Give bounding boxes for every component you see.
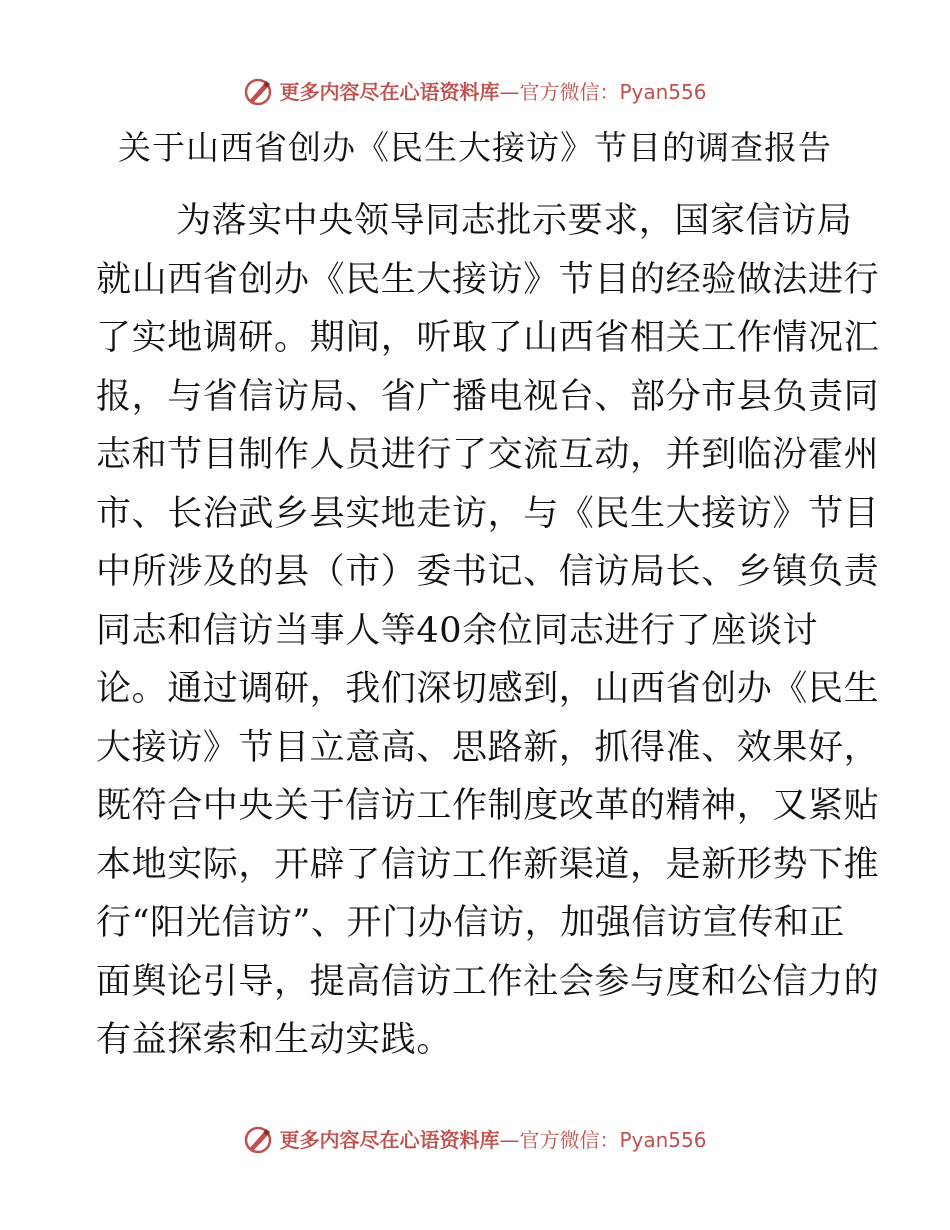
pen-logo-icon	[243, 1125, 273, 1155]
paragraph-line: 中所涉及的县（市）委书记、信访局长、乡镇负责	[96, 552, 880, 592]
paragraph-line: 大接访》节目立意高、思路新，抓得准、效果好，	[96, 727, 880, 768]
watermark-text	[279, 82, 706, 102]
watermark-contact: —官方微信：Pyan556	[499, 80, 707, 104]
paragraph-line: 既符合中央关于信访工作制度改革的精神，又紧贴	[96, 786, 880, 826]
paragraph-line: 志和节目制作人员进行了交流互动，并到临汾霍州	[96, 435, 880, 475]
watermark-contact: —官方微信：Pyan556	[499, 1128, 707, 1152]
paragraph-line: 论。通过调研，我们深切感到，山西省创办《民生	[96, 669, 880, 709]
paragraph-line: 面舆论引导，提高信访工作社会参与度和公信力的	[96, 961, 880, 1002]
header-watermark	[0, 72, 950, 112]
paragraph-line: 为落实中央领导同志批示要求，国家信访局	[176, 201, 853, 241]
document-title: 关于山西省创办《民生大接访》节目的调查报告	[118, 128, 832, 167]
paragraph-line: 市、长治武乡县实地走访，与《民生大接访》节目	[96, 493, 880, 534]
paragraph-line: 行“阳光信访”、开门办信访，加强信访宣传和正	[96, 903, 845, 943]
paragraph-line: 就山西省创办《民生大接访》节目的经验做法进行	[96, 259, 880, 300]
paragraph-line: 本地实际，开辟了信访工作新渠道，是新形势下推	[96, 844, 880, 885]
footer-watermark	[0, 1120, 950, 1160]
watermark-text	[279, 1130, 706, 1150]
paragraph-line: 了实地调研。期间，听取了山西省相关工作情况汇	[96, 318, 880, 358]
watermark-site: 更多内容尽在心语资料库	[279, 80, 500, 104]
paragraph-line: 报，与省信访局、省广播电视台、部分市县负责同	[96, 376, 880, 417]
paragraph-line: 同志和信访当事人等40余位同志进行了座谈讨	[96, 610, 819, 651]
paragraph-line: 有益探索和生动实践。	[96, 1020, 453, 1060]
pen-logo-icon	[243, 77, 273, 107]
watermark-site: 更多内容尽在心语资料库	[279, 1128, 500, 1152]
body-paragraph	[96, 192, 880, 1070]
